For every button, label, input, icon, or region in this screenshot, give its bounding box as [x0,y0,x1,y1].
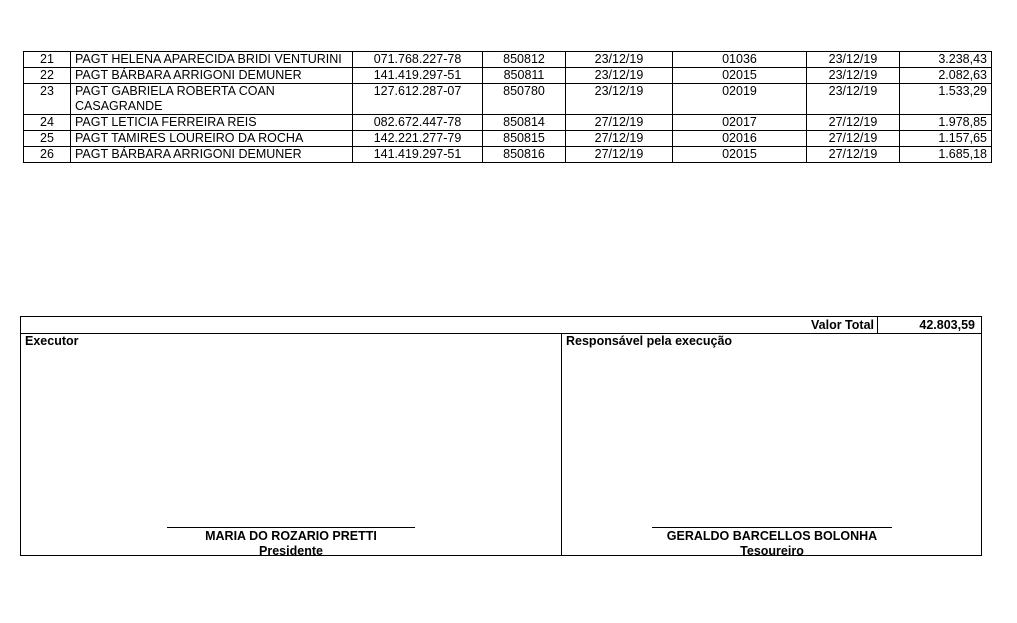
executor-name: MARIA DO ROZARIO PRETTI [205,529,377,543]
row-date: 23/12/19 [566,84,673,115]
row-code: 02016 [673,131,807,147]
row-payment-date: 27/12/19 [807,115,900,131]
row-value: 1.978,85 [900,115,992,131]
row-code: 02017 [673,115,807,131]
executor-signature-line [167,527,415,528]
row-number: 24 [24,115,71,131]
total-value: 42.803,59 [919,318,975,332]
row-value: 3.238,43 [900,52,992,68]
row-date: 23/12/19 [566,52,673,68]
responsavel-header: Responsável pela execução [566,334,733,348]
table-row [24,147,992,163]
table-row [24,84,992,115]
table-row [24,115,992,131]
row-description: PAGT GABRIELA ROBERTA COAN CASAGRANDE [71,84,353,115]
row-description: PAGT LETICIA FERREIRA REIS [71,115,353,131]
row-description: PAGT BÁRBARA ARRIGONI DEMUNER [71,147,353,163]
row-description: PAGT TAMIRES LOUREIRO DA ROCHA [71,131,353,147]
row-description: PAGT HELENA APARECIDA BRIDI VENTURINI [71,52,353,68]
row-date: 27/12/19 [566,115,673,131]
row-value: 2.082,63 [900,68,992,84]
payments-table [23,51,992,163]
total-label: Valor Total [811,318,874,332]
signature-block [20,316,982,556]
total-row [21,317,981,334]
total-divider [877,317,878,333]
row-value: 1.157,65 [900,131,992,147]
responsavel-signature-line [652,527,892,528]
row-date: 27/12/19 [566,131,673,147]
table-row [24,52,992,68]
row-number: 22 [24,68,71,84]
row-document: 850816 [483,147,566,163]
table-row [24,131,992,147]
row-code: 02015 [673,147,807,163]
row-document: 850815 [483,131,566,147]
row-code: 01036 [673,52,807,68]
row-cpf: 141.419.297-51 [353,147,483,163]
row-cpf: 082.672.447-78 [353,115,483,131]
row-code: 02015 [673,68,807,84]
row-cpf: 141.419.297-51 [353,68,483,84]
row-value: 1.533,29 [900,84,992,115]
row-cpf: 127.612.287-07 [353,84,483,115]
row-number: 23 [24,84,71,115]
row-code: 02019 [673,84,807,115]
row-payment-date: 23/12/19 [807,52,900,68]
row-number: 26 [24,147,71,163]
table-row [24,68,992,84]
column-divider [561,333,562,555]
row-value: 1.685,18 [900,147,992,163]
row-cpf: 071.768.227-78 [353,52,483,68]
row-document: 850814 [483,115,566,131]
executor-header: Executor [25,334,79,348]
row-payment-date: 27/12/19 [807,147,900,163]
responsavel-role: Tesoureiro [740,544,804,558]
row-number: 25 [24,131,71,147]
row-description: PAGT BÁRBARA ARRIGONI DEMUNER [71,68,353,84]
row-number: 21 [24,52,71,68]
row-payment-date: 27/12/19 [807,131,900,147]
row-payment-date: 23/12/19 [807,68,900,84]
row-date: 27/12/19 [566,147,673,163]
row-document: 850812 [483,52,566,68]
row-cpf: 142.221.277-79 [353,131,483,147]
row-payment-date: 23/12/19 [807,84,900,115]
row-document: 850780 [483,84,566,115]
responsavel-name: GERALDO BARCELLOS BOLONHA [666,529,878,543]
row-date: 23/12/19 [566,68,673,84]
row-document: 850811 [483,68,566,84]
executor-role: Presidente [259,544,323,558]
